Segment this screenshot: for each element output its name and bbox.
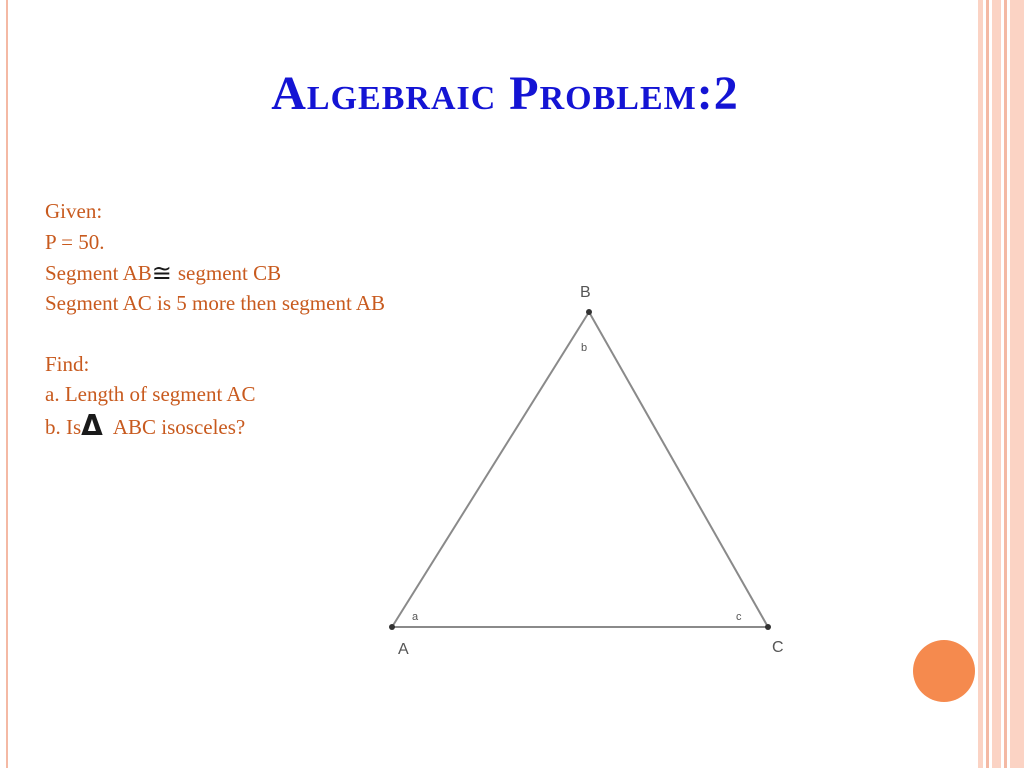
- vertex-b-label: B: [580, 284, 591, 301]
- segment-ab-text: Segment AB: [45, 261, 152, 285]
- vertex-a-point: [389, 624, 395, 630]
- angle-c-label: c: [736, 611, 742, 623]
- triangle-delta-icon: Δ: [81, 408, 103, 442]
- side-ab: [392, 312, 589, 627]
- find-label: Find:: [45, 351, 90, 376]
- decorative-orange-circle: [913, 640, 975, 702]
- given-label: Given:: [45, 199, 103, 223]
- vertex-b-point: [586, 309, 592, 315]
- segment-cb-text: segment CB: [177, 261, 282, 285]
- vertex-c-label: C: [772, 639, 784, 656]
- find-a: a. Length of segment AC: [45, 382, 256, 406]
- triangle-diagram: [360, 272, 810, 692]
- stripe: [1010, 0, 1024, 768]
- side-bc: [589, 312, 768, 627]
- angle-b-label: b: [581, 342, 588, 354]
- vertex-c-point: [765, 624, 771, 630]
- given-ac-relation: Segment AC is 5 more then segment AB: [45, 290, 386, 315]
- find-b-suffix: ABC isosceles?: [112, 414, 246, 439]
- congruent-icon: ≅: [151, 259, 172, 287]
- given-perimeter: P = 50.: [45, 229, 105, 254]
- slide-title: Algebraic Problem:2: [271, 67, 739, 120]
- find-b-prefix: b. Is: [45, 414, 82, 439]
- vertex-a-label: A: [398, 641, 409, 658]
- angle-a-label: a: [412, 611, 419, 623]
